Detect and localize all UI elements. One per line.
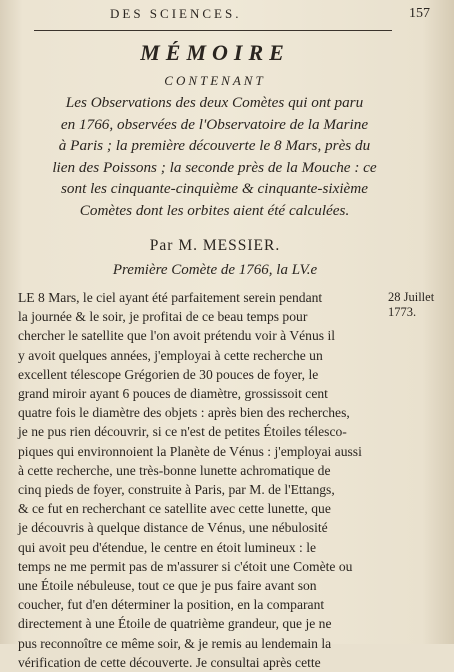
body-line: temps ne me permit pas de m'assurer si c'étoit une Comète ou — [18, 558, 353, 574]
subtitle-line: en 1766, observées de l'Observatoire de la Marine — [60, 115, 369, 133]
body-line: qui avoit peu d'étendue, le centre en étoit lumineux : le — [18, 539, 317, 555]
body-line: quatre fois le diamètre des objets : après bien des recherches, — [18, 405, 350, 421]
body-line: une Étoile nébuleuse, tout ce que je pus faire avant son — [18, 578, 317, 594]
body-line: vérification de cette découverte. Je consultai après cette — [18, 654, 321, 670]
body-line: chercher le satellite que l'on avoit prétendu voir à Vénus il — [18, 328, 336, 344]
section-heading: Première Comète de 1766, la LV.e — [112, 262, 318, 278]
body-line: LE 8 Mars, le ciel ayant été parfaitement serein pendant — [18, 290, 323, 305]
body-line: grand miroir ayant 6 pouces de diamètre, grossissoit cent — [18, 386, 328, 402]
body-line: directement à une Étoile de quatrième grandeur, que je ne — [18, 616, 332, 632]
body-line: je ne pus rien découvrir, si ce n'est de petites Étoiles télesco- — [18, 424, 347, 440]
body-line: y avoit quelques années, j'employai à cette recherche un — [18, 347, 323, 363]
contenant-label: CONTENANT — [164, 73, 266, 88]
body-line: & ce fut en recherchant ce satellite avec cette lunette, que — [18, 501, 331, 517]
body-line: coucher, fut d'en déterminer la position, en la comparant — [18, 597, 325, 613]
running-head-title: DES SCIENCES. — [110, 6, 242, 21]
author-byline: Par M. MESSIER. — [149, 237, 281, 254]
margin-date-note — [388, 290, 450, 320]
body-line: la journée & le soir, je profitai de ce beau temps pour — [18, 309, 308, 325]
body-line: pus reconnoître ce même soir, & je remis au lendemain la — [18, 635, 332, 651]
body-line: à cette recherche, une très-bonne lunette achromatique de — [18, 462, 331, 478]
body-line: je découvris à quelque distance de Vénus, une nébulosité — [18, 520, 328, 536]
margin-note-line: 1773. — [388, 305, 417, 319]
subtitle-line: à Paris ; la première découverte le 8 Mars, près du — [58, 137, 371, 155]
subtitle-line: sont les cinquante-cinquième & cinquante-sixième — [60, 180, 369, 198]
subtitle-line: lien des Poissons ; la seconde près de la Mouche : ce — [52, 158, 377, 176]
body-paragraph — [18, 288, 380, 672]
body-line: cinq pieds de foyer, construite à Paris, par M. de l'Ettangs, — [18, 482, 335, 498]
subtitle-line: Comètes dont les orbites aient été calculées. — [79, 201, 350, 219]
subtitle-line: Les Observations des deux Comètes qui ont paru — [65, 94, 364, 111]
page-number: 157 — [409, 6, 430, 21]
margin-note-line: 28 Juillet — [388, 290, 435, 304]
body-line: excellent télescope Grégorien de 30 pouces de foyer, le — [18, 366, 319, 382]
memoir-subtitle — [22, 92, 407, 222]
memoir-title: MÉMOIRE — [140, 40, 290, 65]
running-head — [110, 6, 430, 24]
header-rule — [34, 30, 392, 31]
body-line: piques qui environnoient la Planète de Vénus : j'employai aussi — [18, 443, 362, 459]
